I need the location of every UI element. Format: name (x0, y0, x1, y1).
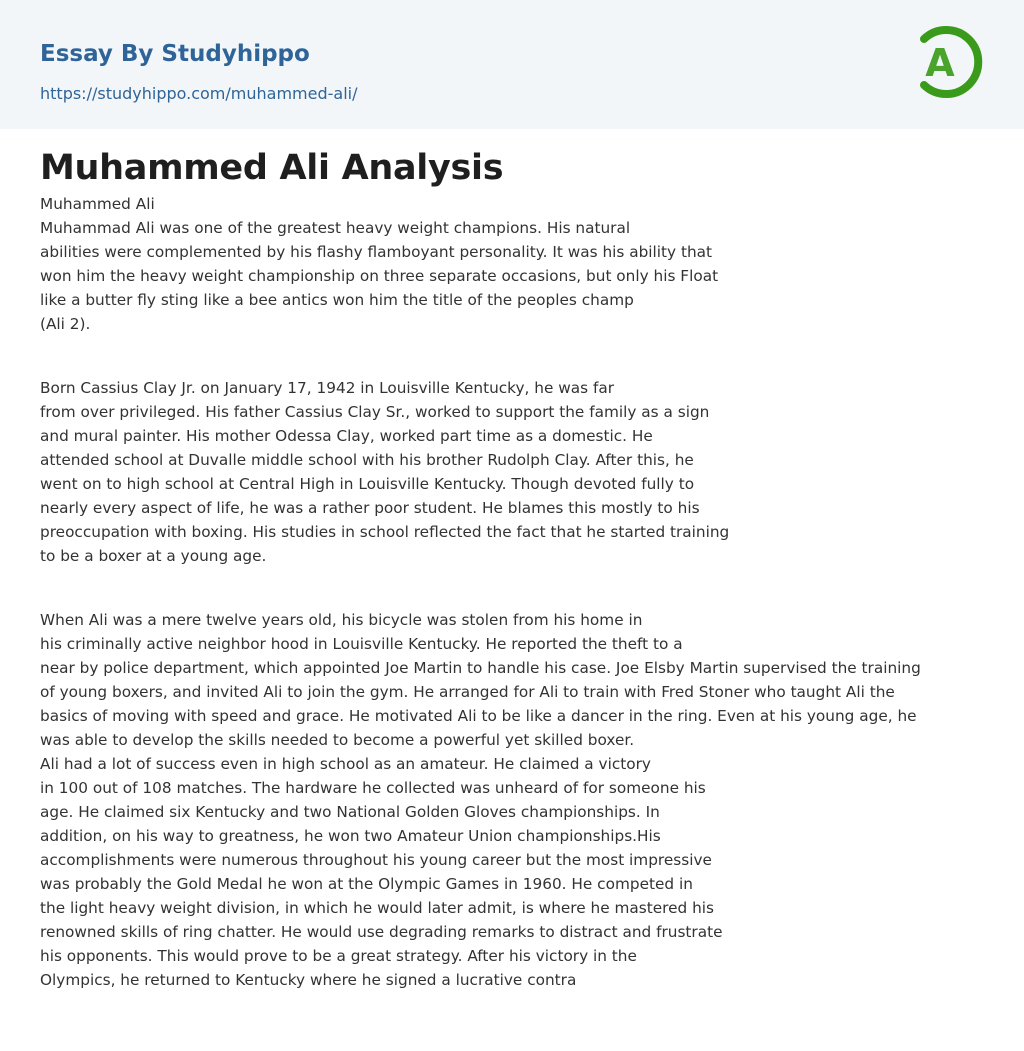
paragraph-line: in 100 out of 108 matches. The hardware he collected was unheard of for someone his (40, 779, 706, 797)
paragraph-line: and mural painter. His mother Odessa Clay, worked part time as a domestic. He (40, 427, 653, 445)
paragraph-line: from over privileged. His father Cassius Clay Sr., worked to support the family as a sign (40, 403, 710, 421)
paragraph-line: was able to develop the skills needed to become a powerful yet skilled boxer. (40, 731, 635, 749)
paragraph-line: Muhammad Ali was one of the greatest heavy weight champions. His natural (40, 219, 631, 237)
paragraph-line: accomplishments were numerous throughout his young career but the most impressive (40, 851, 712, 869)
essay-paragraph (40, 608, 990, 992)
paragraph-line: like a butter fly sting like a bee antics won him the title of the peoples champ (40, 291, 634, 309)
essay-paragraph (40, 376, 990, 568)
essay-title: Muhammed Ali Analysis (40, 148, 504, 188)
paragraph-line: abilities were complemented by his flashy flamboyant personality. It was his ability that (40, 243, 713, 261)
site-header (0, 0, 1024, 129)
essay-body (40, 192, 990, 992)
brand-title: Essay By Studyhippo (40, 41, 310, 67)
paragraph-line: Olympics, he returned to Kentucky where he signed a lucrative contra (40, 971, 577, 989)
paragraph-line: was probably the Gold Medal he won at the Olympic Games in 1960. He competed in (40, 875, 693, 893)
paragraph-line: near by police department, which appointed Joe Martin to handle his case. Joe Elsby Martin supervised the training (40, 659, 921, 677)
paragraph-line: Ali had a lot of success even in high school as an amateur. He claimed a victory (40, 755, 651, 773)
essay-content (40, 144, 990, 992)
paragraph-line: of young boxers, and invited Ali to join the gym. He arranged for Ali to train with Fred Stoner who taught Ali the (40, 683, 895, 701)
paragraph-gap (40, 568, 990, 608)
paragraph-line: When Ali was a mere twelve years old, his bicycle was stolen from his home in (40, 611, 643, 629)
paragraph-line: addition, on his way to greatness, he won two Amateur Union championships.His (40, 827, 661, 845)
paragraph-line: age. He claimed six Kentucky and two National Golden Gloves championships. In (40, 803, 660, 821)
paragraph-gap (40, 336, 990, 376)
paragraph-line: to be a boxer at a young age. (40, 547, 267, 565)
paragraph-line: won him the heavy weight championship on three separate occasions, but only his Float (40, 267, 719, 285)
paragraph-line: went on to high school at Central High in Louisville Kentucky. Though devoted fully to (40, 475, 695, 493)
logo-letter: A (925, 41, 955, 85)
paragraph-line: the light heavy weight division, in which he would later admit, is where he mastered his (40, 899, 715, 917)
paragraph-line: (Ali 2). (40, 315, 91, 333)
paragraph-line: his opponents. This would prove to be a great strategy. After his victory in the (40, 947, 637, 965)
paragraph-line: basics of moving with speed and grace. He motivated Ali to be like a dancer in the ring. Even at his young age, he (40, 707, 917, 725)
paragraph-line: renowned skills of ring chatter. He would use degrading remarks to distract and frustrate (40, 923, 723, 941)
paragraph-line: preoccupation with boxing. His studies in school reflected the fact that he started training (40, 523, 730, 541)
paragraph-line: nearly every aspect of life, he was a rather poor student. He blames this mostly to his (40, 499, 700, 517)
paragraph-line: Born Cassius Clay Jr. on January 17, 1942 in Louisville Kentucky, he was far (40, 379, 615, 397)
essay-paragraph (40, 192, 990, 336)
paragraph-line: attended school at Duvalle middle school with his brother Rudolph Clay. After this, he (40, 451, 694, 469)
studyhippo-logo-icon (912, 19, 986, 105)
paragraph-line: Muhammed Ali (40, 195, 155, 213)
paragraph-line: his criminally active neighbor hood in Louisville Kentucky. He reported the theft to a (40, 635, 683, 653)
source-url-link[interactable]: https://studyhippo.com/muhammed-ali/ (40, 84, 358, 103)
